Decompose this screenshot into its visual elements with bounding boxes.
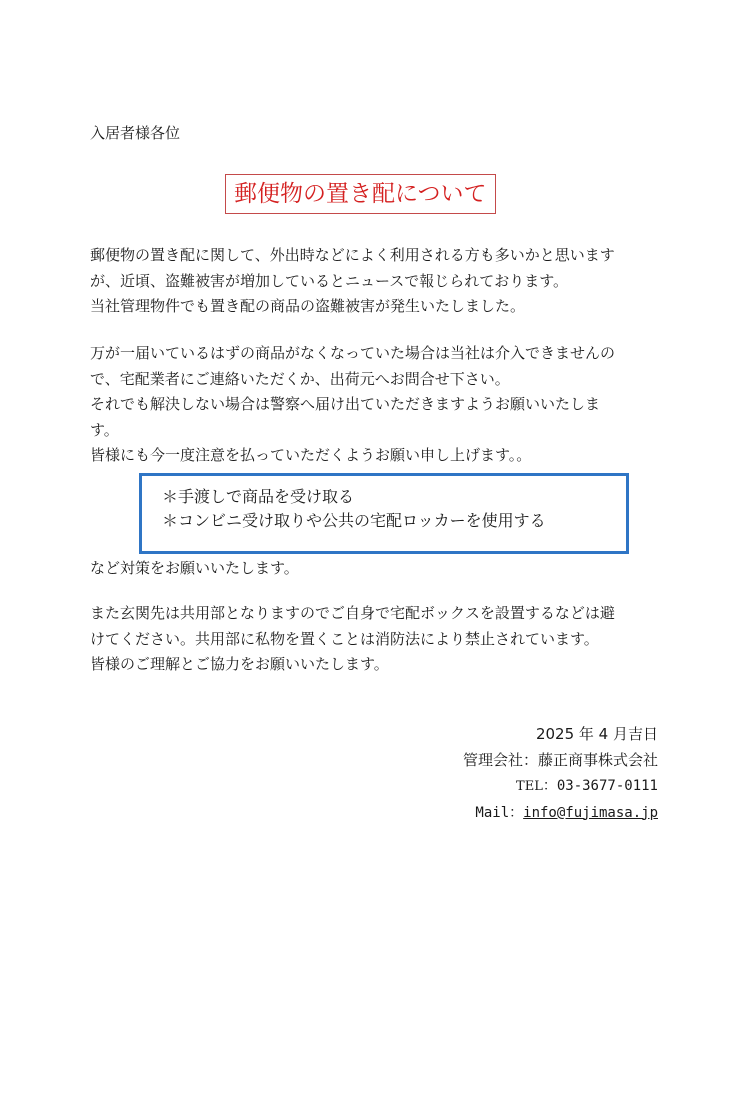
paragraph-line: す。 <box>90 420 119 439</box>
paragraph-line: 万が一届いているはずの商品がなくなっていた場合は当社は介入できませんの <box>90 344 616 362</box>
paragraph-line: 皆様のご理解とご協力をお願いいたします。 <box>90 655 389 673</box>
paragraph-line: が、近頃、盗難被害が増加しているとニュースで報じられております。 <box>90 271 569 290</box>
paragraph-line: また玄関先は共用部となりますのでご自身で宅配ボックスを設置するなどは避 <box>90 604 615 622</box>
countermeasure-item: ＊手渡しで商品を受け取る <box>162 487 355 506</box>
countermeasure-item: ＊コンビニ受け取りや公共の宅配ロッカーを使用する <box>162 511 546 530</box>
paragraph-line: けてください。共用部に私物を置くことは消防法により禁止されています。 <box>90 629 599 648</box>
paragraph-common-area <box>90 601 670 678</box>
paragraph-what-to-do <box>90 341 670 469</box>
paragraph-theft-notice <box>90 243 670 320</box>
signature-block <box>463 722 658 826</box>
issue-date: 2025 年 4 月吉日 <box>535 725 658 743</box>
email-link[interactable]: info@fujimasa.jp <box>523 804 658 821</box>
tel-number: ：03-3677-0111 <box>542 778 658 794</box>
countermeasures-box <box>139 473 629 554</box>
mail-label: Mail： <box>475 804 524 821</box>
telephone <box>463 773 658 800</box>
paragraph-line: で、宅配業者にご連絡いただくか、出荷元へお問合せ下さい。 <box>90 369 510 388</box>
email <box>463 800 658 827</box>
paragraph-line: 当社管理物件でも置き配の商品の盗難被害が発生いたしました。 <box>90 297 526 315</box>
paragraph-line: それでも解決しない場合は警察へ届け出ていただきますようお願いいたしま <box>90 395 601 413</box>
countermeasures-closing: など対策をお願いいたします。 <box>90 559 299 577</box>
tel-label: TEL <box>516 779 543 794</box>
addressee-line: 入居者様各位 <box>90 124 181 142</box>
paragraph-line: 皆様にも今一度注意を払っていただくようお願い申し上げます。。 <box>90 446 532 464</box>
company-name: 管理会社：藤正商事株式会社 <box>462 750 658 769</box>
paragraph-line: 郵便物の置き配に関して、外出時などによく利用される方も多いかと思います <box>90 246 615 264</box>
document-title: 郵便物の置き配について <box>225 174 496 214</box>
